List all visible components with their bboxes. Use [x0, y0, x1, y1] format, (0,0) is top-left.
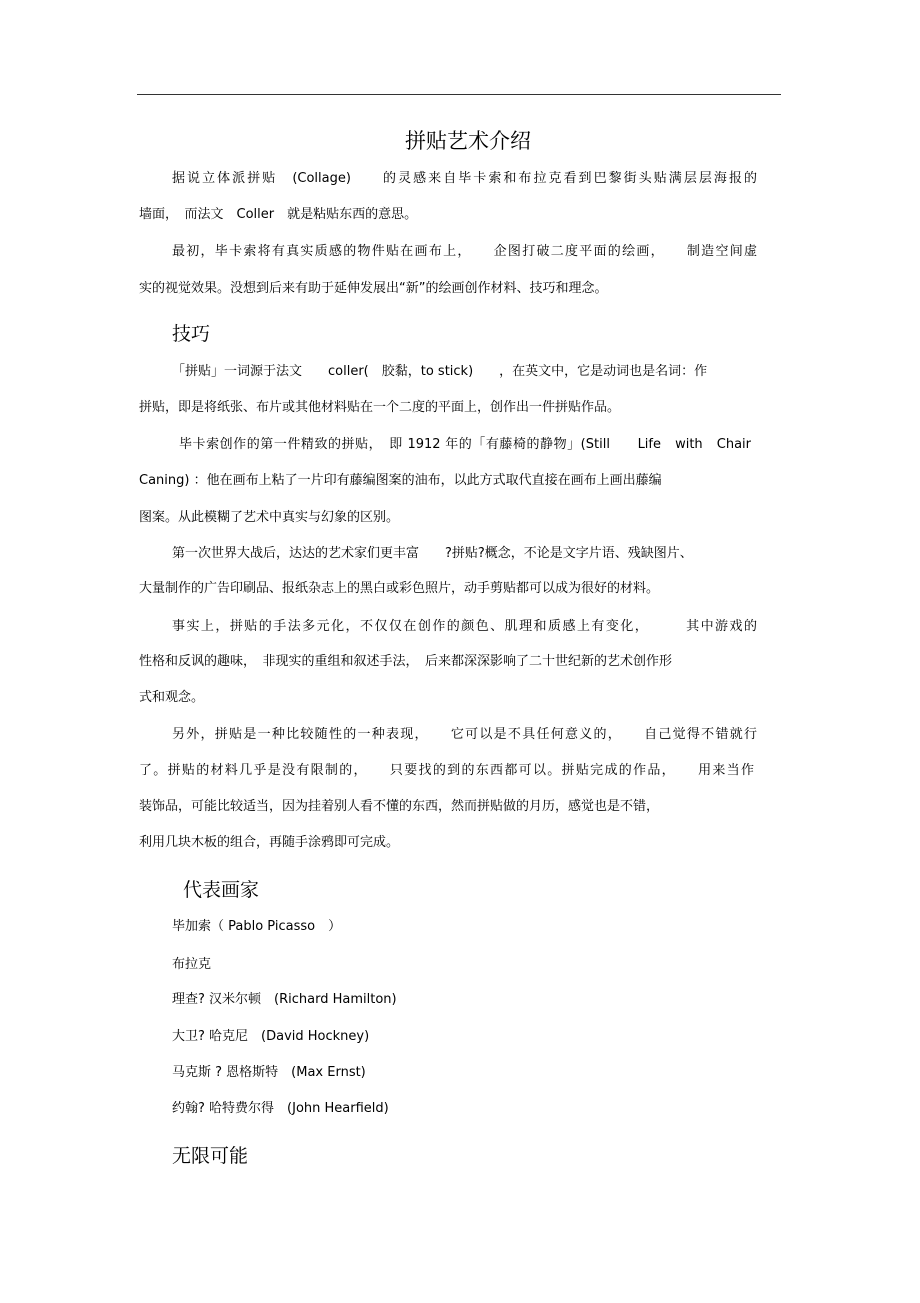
paragraph-line: 「拼贴」一词源于法文 coller( 胶黏，to stick) ，在英文中，它是动词也是名词：作	[172, 364, 708, 379]
section-heading-possibilities: 无限可能	[172, 1145, 249, 1167]
artist-item: 毕加索（ Pablo Picasso ）	[172, 919, 342, 934]
paragraph-line: 另外，拼贴是一种比较随性的一种表现， 它可以是不具任何意义的， 自己觉得不错就行	[172, 727, 757, 742]
section-heading-techniques: 技巧	[172, 323, 211, 345]
paragraph-line: 图案。从此模糊了艺术中真实与幻象的区别。	[139, 510, 400, 525]
artist-item: 理查? 汉米尔顿 (Richard Hamilton)	[172, 992, 397, 1007]
paragraph-line: 性格和反讽的趣味， 非现实的重组和叙述手法， 后来都深深影响了二十世纪新的艺术创作形	[139, 654, 673, 669]
paragraph-line: 第一次世界大战后，达达的艺术家们更丰富 ?拼贴?概念，不论是文字片语、残缺图片、	[172, 546, 693, 561]
artist-item: 约翰? 哈特费尔得 (John Hearfield)	[172, 1101, 389, 1116]
paragraph-line: 装饰品，可能比较适当，因为挂着别人看不懂的东西，然而拼贴做的月历，感觉也是不错，	[139, 799, 660, 814]
artist-item: 马克斯 ? 恩格斯特 (Max Ernst)	[172, 1065, 366, 1080]
artist-item: 布拉克	[172, 957, 212, 972]
paragraph-line: 据说立体派拼贴 (Collage) 的灵感来自毕卡索和布拉克看到巴黎街头贴满层层海报的	[172, 171, 757, 186]
paragraph-line: 最初，毕卡索将有真实质感的物件贴在画布上， 企图打破二度平面的绘画， 制造空间虚	[172, 244, 757, 259]
section-heading-artists: 代表画家	[183, 879, 260, 901]
paragraph-line: 式和观念。	[139, 690, 205, 705]
paragraph-line: 利用几块木板的组合，再随手涂鸦即可完成。	[139, 835, 400, 850]
paragraph-line: 实的视觉效果。没想到后来有助于延伸发展出“新”的绘画创作材料、技巧和理念。	[139, 281, 608, 296]
paragraph-line: 墙面， 而法文 Coller 就是粘贴东西的意思。	[139, 207, 418, 222]
paragraph-line: 事实上，拼贴的手法多元化，不仅仅在创作的颜色、肌理和质感上有变化， 其中游戏的	[172, 619, 757, 634]
page-title: 拼贴艺术介绍	[405, 129, 531, 153]
paragraph-line: 大量制作的广告印刷品、报纸杂志上的黑白或彩色照片，动手剪贴都可以成为很好的材料。	[139, 581, 660, 596]
artist-item: 大卫? 哈克尼 (David Hockney)	[172, 1029, 370, 1044]
header-rule	[137, 94, 781, 95]
paragraph-line: Caning) ：他在画布上粘了一片印有藤编图案的油布，以此方式取代直接在画布上画出藤编	[139, 473, 662, 488]
paragraph-line: 了。拼贴的材料几乎是没有限制的， 只要找的到的东西都可以。拼贴完成的作品， 用来当作	[139, 763, 754, 778]
paragraph-line: 拼贴，即是将纸张、布片或其他材料贴在一个二度的平面上，创作出一件拼贴作品。	[139, 400, 621, 415]
paragraph-line: 毕卡索创作的第一件精致的拼贴， 即 1912 年的「有藤椅的静物」(Still Life with Chair	[179, 437, 751, 452]
